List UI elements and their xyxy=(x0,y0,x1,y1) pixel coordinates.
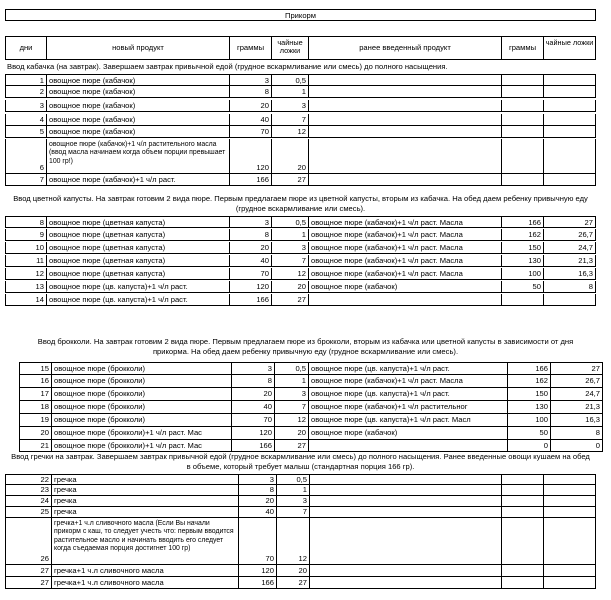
product-cell: овощное пюре (брокколи)+1 ч/л раст. Мас xyxy=(52,440,232,452)
prev-product-cell: овощное пюре (кабачок) xyxy=(309,427,508,440)
prev-spoons-cell xyxy=(544,496,596,507)
prev-product-cell: овощное пюре (кабачок)+1 ч/л раст. Масла xyxy=(309,375,508,388)
prev-grams-cell xyxy=(502,518,544,565)
prev-spoons-cell: 24,7 xyxy=(544,242,596,254)
sheet-title: Прикорм xyxy=(5,9,596,21)
prev-grams-cell: 150 xyxy=(502,242,544,254)
grams-cell: 20 xyxy=(232,388,275,401)
prev-spoons-cell: 27 xyxy=(551,362,603,375)
prev-product-cell xyxy=(309,139,502,174)
product-cell: овощное пюре (цветная капуста) xyxy=(47,242,230,254)
prev-product-cell xyxy=(310,507,502,518)
prev-product-cell xyxy=(310,577,502,589)
grams-cell: 70 xyxy=(230,268,272,280)
spoons-cell: 27 xyxy=(277,577,310,589)
grams-cell: 20 xyxy=(230,242,272,254)
day-cell: 16 xyxy=(19,375,52,388)
product-cell: гречка+1 ч.л сливочного масла xyxy=(52,565,239,577)
prev-spoons-cell xyxy=(544,577,596,589)
product-cell: овощное пюре (цветная капуста) xyxy=(47,229,230,241)
prev-grams-cell xyxy=(502,86,544,98)
prev-grams-cell xyxy=(502,565,544,577)
prev-grams-cell: 162 xyxy=(508,375,551,388)
spoons-cell: 12 xyxy=(272,268,309,280)
prev-grams-cell: 162 xyxy=(502,229,544,241)
prev-grams-cell xyxy=(502,474,544,485)
prev-product-cell xyxy=(310,565,502,577)
prev-spoons-cell xyxy=(544,86,596,98)
spoons-cell: 1 xyxy=(275,375,309,388)
product-cell: овощное пюре (брокколи) xyxy=(52,362,232,375)
spoons-cell: 27 xyxy=(272,294,309,306)
prev-spoons-cell xyxy=(544,565,596,577)
header-grams-2: граммы xyxy=(502,36,544,60)
prev-spoons-cell xyxy=(544,507,596,518)
spoons-cell: 12 xyxy=(272,126,309,138)
prev-product-cell: овощное пюре (кабачок)+1 ч/л раст. Масла xyxy=(309,255,502,267)
prev-spoons-cell: 21,3 xyxy=(551,401,603,414)
prev-spoons-cell xyxy=(544,294,596,306)
day-cell: 22 xyxy=(5,474,52,485)
day-cell: 3 xyxy=(5,100,47,112)
prev-grams-cell: 166 xyxy=(502,216,544,228)
spoons-cell: 7 xyxy=(275,401,309,414)
day-cell: 5 xyxy=(5,126,47,138)
grams-cell: 20 xyxy=(239,496,277,507)
prev-product-cell xyxy=(310,474,502,485)
spoons-cell: 3 xyxy=(275,388,309,401)
section-intro-buckwheat: Ввод гречки на завтрак. Завершаем завтрак привычной едой (грудное вскармливание или смесь) до полного насыщения. Ранее введенные овощи кушаем на обед в объеме, который требует малыш (стандартная порция 166 гр). xyxy=(11,452,590,471)
product-cell: гречка+1 ч.л сливочного масла xyxy=(52,577,239,589)
day-cell: 26 xyxy=(5,518,52,565)
prev-product-cell xyxy=(310,518,502,565)
spoons-cell: 7 xyxy=(272,114,309,126)
spoons-cell: 3 xyxy=(277,496,310,507)
spoons-cell: 20 xyxy=(277,565,310,577)
product-cell: овощное пюре (кабачок) xyxy=(47,74,230,86)
day-cell: 15 xyxy=(19,362,52,375)
grams-cell: 166 xyxy=(232,440,275,452)
product-cell: овощное пюре (цв. капуста)+1 ч/л раст. xyxy=(47,281,230,293)
grams-cell: 120 xyxy=(232,427,275,440)
grams-cell: 3 xyxy=(230,74,272,86)
prev-product-cell xyxy=(309,294,502,306)
prev-grams-cell: 100 xyxy=(508,414,551,427)
grams-cell: 40 xyxy=(230,114,272,126)
day-cell: 17 xyxy=(19,388,52,401)
spoons-cell: 7 xyxy=(272,255,309,267)
prev-grams-cell: 166 xyxy=(508,362,551,375)
prev-product-cell: овощное пюре (кабачок) xyxy=(309,281,502,293)
grams-cell: 40 xyxy=(239,507,277,518)
day-cell: 1 xyxy=(5,74,47,86)
prev-spoons-cell: 24,7 xyxy=(551,388,603,401)
day-cell: 7 xyxy=(5,174,47,186)
prev-spoons-cell: 26,7 xyxy=(551,375,603,388)
product-cell: гречка xyxy=(52,485,239,496)
prev-product-cell xyxy=(309,440,508,452)
prev-spoons-cell: 27 xyxy=(544,216,596,228)
spoons-cell: 0,5 xyxy=(275,362,309,375)
product-cell: овощное пюре (брокколи) xyxy=(52,375,232,388)
prev-product-cell xyxy=(310,485,502,496)
prev-spoons-cell: 16,3 xyxy=(544,268,596,280)
spoons-cell: 3 xyxy=(272,100,309,112)
prev-spoons-cell xyxy=(544,174,596,186)
prev-grams-cell: 130 xyxy=(508,401,551,414)
day-cell: 19 xyxy=(19,414,52,427)
prev-spoons-cell xyxy=(544,518,596,565)
prev-spoons-cell: 16,3 xyxy=(551,414,603,427)
spoons-cell: 20 xyxy=(275,427,309,440)
day-cell: 18 xyxy=(19,401,52,414)
prev-product-cell: овощное пюре (цв. капуста)+1 ч/л раст. xyxy=(309,362,508,375)
grams-cell: 8 xyxy=(239,485,277,496)
prev-product-cell xyxy=(310,496,502,507)
day-cell: 9 xyxy=(5,229,47,241)
grams-cell: 8 xyxy=(230,229,272,241)
prev-spoons-cell: 8 xyxy=(544,281,596,293)
prev-product-cell: овощное пюре (кабачок)+1 ч/л растительног xyxy=(309,401,508,414)
day-cell: 24 xyxy=(5,496,52,507)
spoons-cell: 12 xyxy=(275,414,309,427)
product-cell: гречка xyxy=(52,474,239,485)
spoons-cell: 0,5 xyxy=(272,74,309,86)
grams-cell: 166 xyxy=(230,174,272,186)
header-day: дни xyxy=(5,36,47,60)
prev-grams-cell xyxy=(502,74,544,86)
day-cell: 6 xyxy=(5,139,47,174)
prev-product-cell: овощное пюре (кабачок)+1 ч/л раст. Масла xyxy=(309,216,502,228)
spoons-cell: 27 xyxy=(275,440,309,452)
product-cell: овощное пюре (цв. капуста)+1 ч/л раст. xyxy=(47,294,230,306)
prev-product-cell xyxy=(309,86,502,98)
prev-grams-cell xyxy=(502,139,544,174)
day-cell: 2 xyxy=(5,86,47,98)
prev-spoons-cell xyxy=(544,139,596,174)
spoons-cell: 20 xyxy=(272,281,309,293)
grams-cell: 40 xyxy=(230,255,272,267)
prev-spoons-cell: 0 xyxy=(551,440,603,452)
prev-product-cell: овощное пюре (кабачок)+1 ч/л раст. Масла xyxy=(309,229,502,241)
prev-spoons-cell: 21,3 xyxy=(544,255,596,267)
spoons-cell: 1 xyxy=(277,485,310,496)
spoons-cell: 27 xyxy=(272,174,309,186)
grams-cell: 166 xyxy=(239,577,277,589)
spoons-cell: 1 xyxy=(272,86,309,98)
prev-grams-cell xyxy=(502,174,544,186)
prev-grams-cell: 50 xyxy=(508,427,551,440)
prev-spoons-cell xyxy=(544,126,596,138)
prev-grams-cell xyxy=(502,100,544,112)
grams-cell: 120 xyxy=(239,565,277,577)
prev-grams-cell xyxy=(502,294,544,306)
prev-product-cell xyxy=(309,174,502,186)
header-grams: граммы xyxy=(230,36,272,60)
spoons-cell: 0,5 xyxy=(277,474,310,485)
day-cell: 21 xyxy=(19,440,52,452)
grams-cell: 3 xyxy=(230,216,272,228)
prev-grams-cell xyxy=(502,496,544,507)
grams-cell: 40 xyxy=(232,401,275,414)
product-cell: овощное пюре (брокколи) xyxy=(52,414,232,427)
day-cell: 14 xyxy=(5,294,47,306)
grams-cell: 70 xyxy=(239,518,277,565)
day-cell: 8 xyxy=(5,216,47,228)
section-intro-cauliflower: Ввод цветной капусты. На завтрак готовим 2 вида пюре. Первым предлагаем пюре из цветной капусты, вторым из кабачка. На обед даем ребенку привычную еду (грудное вскармливание или смесь). xyxy=(13,194,588,213)
prev-product-cell xyxy=(309,74,502,86)
spoons-cell: 20 xyxy=(272,139,309,174)
product-cell: овощное пюре (кабачок)+1 ч/л растительного масла (ввод масла начинаем когда объем порции превышает 100 гр!) xyxy=(47,139,230,174)
product-cell: овощное пюре (кабачок) xyxy=(47,114,230,126)
prev-product-cell xyxy=(309,114,502,126)
product-cell: гречка xyxy=(52,507,239,518)
product-cell: овощное пюре (брокколи) xyxy=(52,388,232,401)
product-cell: овощное пюре (цветная капуста) xyxy=(47,268,230,280)
grams-cell: 8 xyxy=(232,375,275,388)
day-cell: 23 xyxy=(5,485,52,496)
prev-grams-cell xyxy=(502,577,544,589)
header-teaspoons: чайные ложки xyxy=(272,36,309,60)
grams-cell: 120 xyxy=(230,281,272,293)
prev-grams-cell xyxy=(502,485,544,496)
prev-grams-cell: 150 xyxy=(508,388,551,401)
grams-cell: 120 xyxy=(230,139,272,174)
day-cell: 27 xyxy=(5,565,52,577)
prev-product-cell: овощное пюре (цв. капуста)+1 ч/л раст. xyxy=(309,388,508,401)
prev-grams-cell xyxy=(502,507,544,518)
spoons-cell: 3 xyxy=(272,242,309,254)
product-cell: овощное пюре (кабачок)+1 ч/л раст. xyxy=(47,174,230,186)
prev-spoons-cell xyxy=(544,100,596,112)
prev-spoons-cell: 8 xyxy=(551,427,603,440)
product-cell: овощное пюре (брокколи)+1 ч/л раст. Мас xyxy=(52,427,232,440)
prev-spoons-cell xyxy=(544,74,596,86)
product-cell: овощное пюре (кабачок) xyxy=(47,100,230,112)
header-prev-product: ранее введенный продукт xyxy=(309,36,502,60)
prev-spoons-cell: 26,7 xyxy=(544,229,596,241)
grams-cell: 70 xyxy=(230,126,272,138)
prev-grams-cell: 0 xyxy=(508,440,551,452)
grams-cell: 70 xyxy=(232,414,275,427)
product-cell: овощное пюре (кабачок) xyxy=(47,86,230,98)
day-cell: 10 xyxy=(5,242,47,254)
prev-product-cell xyxy=(309,100,502,112)
day-cell: 25 xyxy=(5,507,52,518)
product-cell: овощное пюре (кабачок) xyxy=(47,126,230,138)
prev-product-cell: овощное пюре (кабачок)+1 ч/л раст. Масла xyxy=(309,242,502,254)
header-teaspoons-2: чайные ложки xyxy=(544,36,596,60)
product-cell: овощное пюре (цветная капуста) xyxy=(47,255,230,267)
day-cell: 27 xyxy=(5,577,52,589)
spoons-cell: 7 xyxy=(277,507,310,518)
grams-cell: 166 xyxy=(230,294,272,306)
prev-grams-cell: 50 xyxy=(502,281,544,293)
spoons-cell: 0,5 xyxy=(272,216,309,228)
day-cell: 12 xyxy=(5,268,47,280)
header-new-product: новый продукт xyxy=(47,36,230,60)
section-intro-broccoli: Ввод брокколи. На завтрак готовим 2 вида пюре. Первым предлагаем пюре из брокколи, вторым из кабачка или цветной капусты в зависимости от дня прикорма. На обед даем ребенку привычную еду (грудное вскармливание или смесь). xyxy=(37,337,574,356)
day-cell: 20 xyxy=(19,427,52,440)
product-cell: овощное пюре (брокколи) xyxy=(52,401,232,414)
product-cell: гречка xyxy=(52,496,239,507)
prev-grams-cell: 100 xyxy=(502,268,544,280)
prev-spoons-cell xyxy=(544,474,596,485)
prev-grams-cell xyxy=(502,126,544,138)
grams-cell: 8 xyxy=(230,86,272,98)
section-intro-zucchini: Ввод кабачка (на завтрак). Завершаем завтрак привычной едой (грудное вскармливание или смесь) до полного насыщения. xyxy=(7,62,448,71)
prev-product-cell: овощное пюре (цв. капуста)+1 ч/л раст. Масл xyxy=(309,414,508,427)
prev-product-cell: овощное пюре (кабачок)+1 ч/л раст. Масла xyxy=(309,268,502,280)
spoons-cell: 1 xyxy=(272,229,309,241)
prev-spoons-cell xyxy=(544,485,596,496)
prev-grams-cell: 130 xyxy=(502,255,544,267)
day-cell: 11 xyxy=(5,255,47,267)
day-cell: 4 xyxy=(5,114,47,126)
prev-grams-cell xyxy=(502,114,544,126)
grams-cell: 3 xyxy=(239,474,277,485)
product-cell: овощное пюре (цветная капуста) xyxy=(47,216,230,228)
prev-spoons-cell xyxy=(544,114,596,126)
day-cell: 13 xyxy=(5,281,47,293)
spoons-cell: 12 xyxy=(277,518,310,565)
product-cell: гречка+1 ч.л сливочного масла (Если Вы начали прикорм с каш, то следует учесть что: первым вводится растительное масло и начинать вводить его следует когда съедаемая порция достигнет 100 гр) xyxy=(52,518,239,565)
grams-cell: 20 xyxy=(230,100,272,112)
prev-product-cell xyxy=(309,126,502,138)
grams-cell: 3 xyxy=(232,362,275,375)
